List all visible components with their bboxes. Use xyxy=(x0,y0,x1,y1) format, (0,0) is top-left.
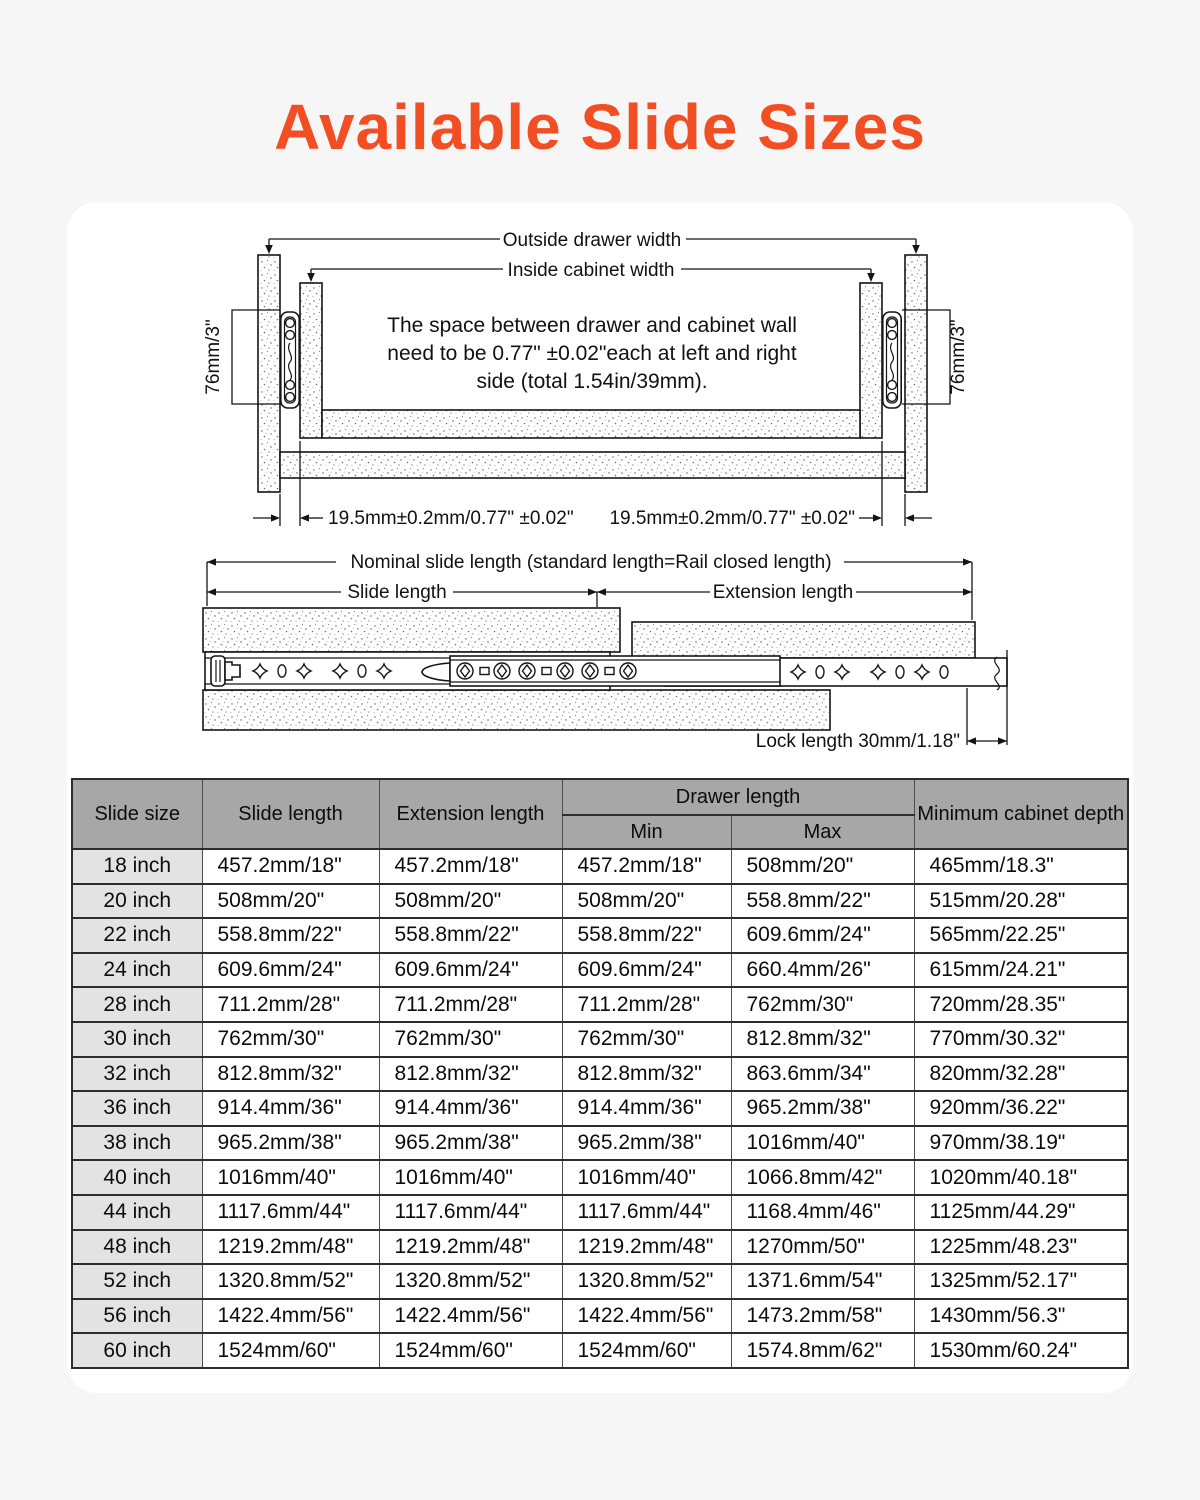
value-cell: 1430mm/56.3" xyxy=(914,1299,1128,1334)
value-cell: 508mm/20" xyxy=(562,884,731,919)
table-row xyxy=(72,1195,1128,1230)
size-table-header xyxy=(72,779,1128,849)
slide-size-cell: 48 inch xyxy=(72,1230,202,1265)
value-cell: 1320.8mm/52" xyxy=(562,1264,731,1299)
value-cell: 762mm/30" xyxy=(202,1022,379,1057)
value-cell: 465mm/18.3" xyxy=(914,849,1128,884)
lock-length-label: Lock length 30mm/1.18" xyxy=(755,731,960,752)
slide-size-cell: 38 inch xyxy=(72,1126,202,1161)
table-row xyxy=(72,1126,1128,1161)
value-cell: 1524mm/60" xyxy=(202,1333,379,1368)
nominal-length-label: Nominal slide length (standard length=Rail closed length) xyxy=(350,552,832,573)
table-row xyxy=(72,1299,1128,1334)
value-cell: 762mm/30" xyxy=(731,987,914,1022)
slide-size-cell: 44 inch xyxy=(72,1195,202,1230)
value-cell: 970mm/38.19" xyxy=(914,1126,1128,1161)
value-cell: 1016mm/40" xyxy=(379,1160,562,1195)
value-cell: 558.8mm/22" xyxy=(731,884,914,919)
table-row xyxy=(72,987,1128,1022)
value-cell: 508mm/20" xyxy=(202,884,379,919)
value-cell: 914.4mm/36" xyxy=(202,1091,379,1126)
slide-height-label-right: 76mm/3" xyxy=(948,319,969,395)
header-slide-length: Slide length xyxy=(202,779,379,849)
table-row xyxy=(72,918,1128,953)
dimension-extension-length xyxy=(597,582,972,603)
value-cell: 558.8mm/22" xyxy=(562,918,731,953)
value-cell: 965.2mm/38" xyxy=(379,1126,562,1161)
slide-size-cell: 30 inch xyxy=(72,1022,202,1057)
diagram-card xyxy=(67,202,1133,1393)
drawer-panel-top xyxy=(203,608,620,652)
table-row xyxy=(72,1057,1128,1092)
size-table-body xyxy=(72,849,1128,1368)
header-drawer-max: Max xyxy=(731,815,914,849)
side-gap-label-left: 19.5mm±0.2mm/0.77" ±0.02" xyxy=(328,508,574,529)
extension-length-label: Extension length xyxy=(712,582,854,603)
value-cell: 1574.8mm/62" xyxy=(731,1333,914,1368)
value-cell: 711.2mm/28" xyxy=(202,987,379,1022)
value-cell: 1270mm/50" xyxy=(731,1230,914,1265)
cabinet-wall-left xyxy=(258,255,280,492)
value-cell: 812.8mm/32" xyxy=(379,1057,562,1092)
value-cell: 1117.6mm/44" xyxy=(562,1195,731,1230)
value-cell: 812.8mm/32" xyxy=(731,1022,914,1057)
value-cell: 609.6mm/24" xyxy=(562,953,731,988)
value-cell: 457.2mm/18" xyxy=(202,849,379,884)
slide-size-cell: 32 inch xyxy=(72,1057,202,1092)
header-slide-size: Slide size xyxy=(72,779,202,849)
value-cell: 1422.4mm/56" xyxy=(379,1299,562,1334)
header-extension-length: Extension length xyxy=(379,779,562,849)
value-cell: 1371.6mm/54" xyxy=(731,1264,914,1299)
dimension-slide-length xyxy=(207,582,597,607)
slide-profile-right xyxy=(883,312,901,408)
value-cell: 1325mm/52.17" xyxy=(914,1264,1128,1299)
value-cell: 609.6mm/24" xyxy=(731,918,914,953)
value-cell: 1473.2mm/58" xyxy=(731,1299,914,1334)
value-cell: 615mm/24.21" xyxy=(914,953,1128,988)
slide-size-cell: 28 inch xyxy=(72,987,202,1022)
value-cell: 1524mm/60" xyxy=(379,1333,562,1368)
drawer-wall-left xyxy=(300,283,322,438)
table-row xyxy=(72,953,1128,988)
slide-length-label: Slide length xyxy=(347,582,447,603)
slide-size-cell: 52 inch xyxy=(72,1264,202,1299)
value-cell: 660.4mm/26" xyxy=(731,953,914,988)
value-cell: 1117.6mm/44" xyxy=(379,1195,562,1230)
slide-length-diagram xyxy=(165,545,1065,775)
value-cell: 770mm/30.32" xyxy=(914,1022,1128,1057)
value-cell: 820mm/32.28" xyxy=(914,1057,1128,1092)
value-cell: 1117.6mm/44" xyxy=(202,1195,379,1230)
value-cell: 508mm/20" xyxy=(731,849,914,884)
value-cell: 508mm/20" xyxy=(379,884,562,919)
value-cell: 1125mm/44.29" xyxy=(914,1195,1128,1230)
value-cell: 457.2mm/18" xyxy=(379,849,562,884)
value-cell: 1320.8mm/52" xyxy=(202,1264,379,1299)
value-cell: 1225mm/48.23" xyxy=(914,1230,1128,1265)
table-row xyxy=(72,849,1128,884)
drawer-bottom-panel xyxy=(322,410,860,438)
slide-profile-left xyxy=(281,312,299,408)
value-cell: 558.8mm/22" xyxy=(202,918,379,953)
value-cell: 1524mm/60" xyxy=(562,1333,731,1368)
value-cell: 1219.2mm/48" xyxy=(202,1230,379,1265)
header-min-cabinet-depth: Minimum cabinet depth xyxy=(914,779,1128,849)
value-cell: 920mm/36.22" xyxy=(914,1091,1128,1126)
drawer-clearance-diagram xyxy=(195,220,1005,550)
slide-size-cell: 24 inch xyxy=(72,953,202,988)
slide-size-cell: 22 inch xyxy=(72,918,202,953)
value-cell: 711.2mm/28" xyxy=(562,987,731,1022)
value-cell: 1020mm/40.18" xyxy=(914,1160,1128,1195)
value-cell: 1066.8mm/42" xyxy=(731,1160,914,1195)
slide-size-cell: 18 inch xyxy=(72,849,202,884)
value-cell: 1422.4mm/56" xyxy=(562,1299,731,1334)
slide-size-cell: 36 inch xyxy=(72,1091,202,1126)
value-cell: 1168.4mm/46" xyxy=(731,1195,914,1230)
value-cell: 565mm/22.25" xyxy=(914,918,1128,953)
value-cell: 1219.2mm/48" xyxy=(379,1230,562,1265)
cabinet-panel-bottom xyxy=(203,690,830,730)
value-cell: 515mm/20.28" xyxy=(914,884,1128,919)
table-row xyxy=(72,884,1128,919)
value-cell: 863.6mm/34" xyxy=(731,1057,914,1092)
value-cell: 558.8mm/22" xyxy=(379,918,562,953)
outside-drawer-width-label: Outside drawer width xyxy=(502,230,682,251)
dimension-inside-cabinet-width xyxy=(307,260,875,282)
value-cell: 1016mm/40" xyxy=(202,1160,379,1195)
value-cell: 720mm/28.35" xyxy=(914,987,1128,1022)
value-cell: 1016mm/40" xyxy=(562,1160,731,1195)
value-cell: 1320.8mm/52" xyxy=(379,1264,562,1299)
value-cell: 965.2mm/38" xyxy=(562,1126,731,1161)
inside-cabinet-width-label: Inside cabinet width xyxy=(507,260,675,281)
slide-size-cell: 40 inch xyxy=(72,1160,202,1195)
table-row xyxy=(72,1160,1128,1195)
table-row xyxy=(72,1022,1128,1057)
value-cell: 914.4mm/36" xyxy=(379,1091,562,1126)
value-cell: 1016mm/40" xyxy=(731,1126,914,1161)
slide-size-cell: 20 inch xyxy=(72,884,202,919)
value-cell: 914.4mm/36" xyxy=(562,1091,731,1126)
cabinet-bottom-panel xyxy=(280,452,905,478)
page-title: Available Slide Sizes xyxy=(274,91,926,163)
value-cell: 812.8mm/32" xyxy=(562,1057,731,1092)
rail-middle-member xyxy=(422,656,780,686)
value-cell: 812.8mm/32" xyxy=(202,1057,379,1092)
size-table xyxy=(71,778,1129,1369)
value-cell: 965.2mm/38" xyxy=(731,1091,914,1126)
value-cell: 1219.2mm/48" xyxy=(562,1230,731,1265)
value-cell: 762mm/30" xyxy=(562,1022,731,1057)
side-gap-label-right: 19.5mm±0.2mm/0.77" ±0.02" xyxy=(609,508,855,529)
value-cell: 1422.4mm/56" xyxy=(202,1299,379,1334)
slide-height-label-left: 76mm/3" xyxy=(203,319,224,395)
slide-size-cell: 60 inch xyxy=(72,1333,202,1368)
table-row xyxy=(72,1264,1128,1299)
value-cell: 762mm/30" xyxy=(379,1022,562,1057)
table-row xyxy=(72,1091,1128,1126)
clearance-note-line3: side (total 1.54in/39mm). xyxy=(476,370,708,393)
clearance-note xyxy=(387,314,797,393)
header-drawer-length: Drawer length xyxy=(562,779,914,815)
header-drawer-min: Min xyxy=(562,815,731,849)
value-cell: 1530mm/60.24" xyxy=(914,1333,1128,1368)
value-cell: 457.2mm/18" xyxy=(562,849,731,884)
drawer-wall-right xyxy=(860,283,882,438)
dimension-outside-drawer-width xyxy=(265,230,920,254)
table-row xyxy=(72,1333,1128,1368)
value-cell: 609.6mm/24" xyxy=(379,953,562,988)
value-cell: 711.2mm/28" xyxy=(379,987,562,1022)
value-cell: 609.6mm/24" xyxy=(202,953,379,988)
cabinet-panel-right xyxy=(632,622,975,658)
table-row xyxy=(72,1230,1128,1265)
clearance-note-line2: need to be 0.77" ±0.02"each at left and right xyxy=(387,342,797,365)
cabinet-wall-right xyxy=(905,255,927,492)
value-cell: 965.2mm/38" xyxy=(202,1126,379,1161)
slide-size-cell: 56 inch xyxy=(72,1299,202,1334)
clearance-note-line1: The space between drawer and cabinet wall xyxy=(387,314,797,337)
